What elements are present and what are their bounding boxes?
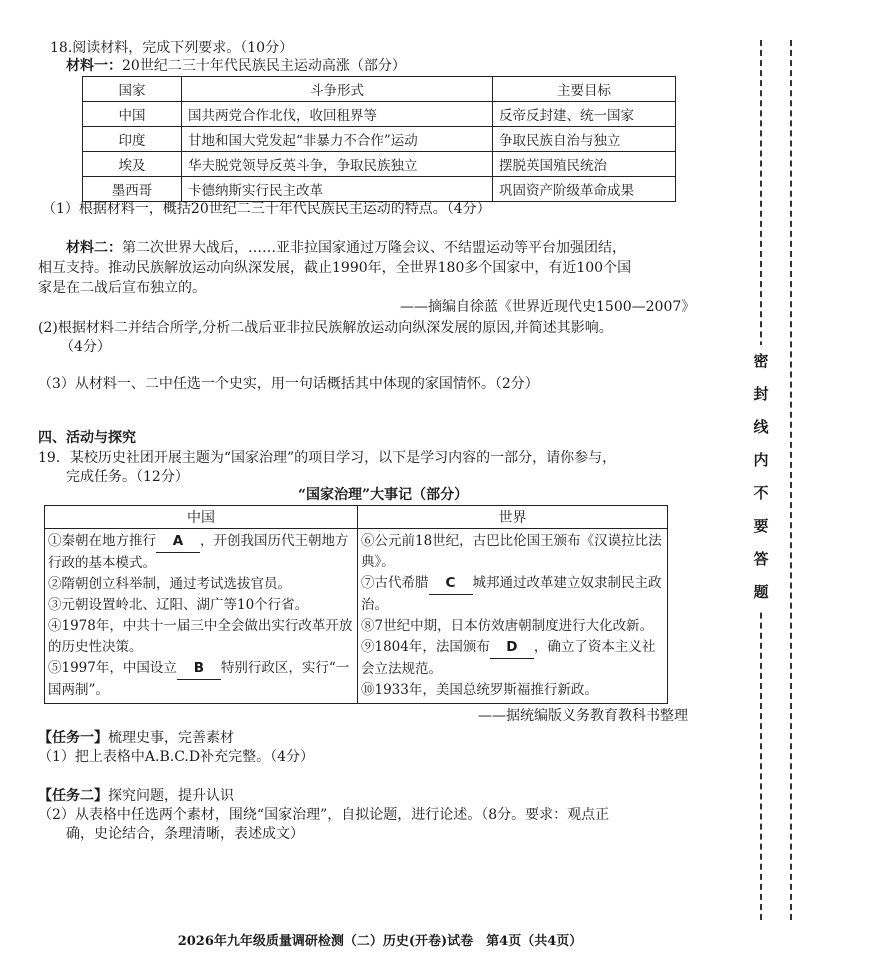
material2-line2: 相互支持。推动民族解放运动向纵深发展，截止1990年，全世界180多个国家中，有近100个国 <box>38 260 632 276</box>
task2 <box>38 786 234 806</box>
seal-char: 题 <box>753 583 769 601</box>
answer-blank-d[interactable]: D <box>490 637 534 659</box>
table-row <box>83 152 676 177</box>
task1-question: （1）把上表格中A.B.C.D补充完整。（4分） <box>38 749 315 765</box>
header-goal: 主要目标 <box>493 77 676 102</box>
material2-line3: 家是在二战后宣布独立的。 <box>38 280 206 296</box>
q18-sub2-line2: （4分） <box>60 339 111 355</box>
china-column <box>45 529 358 704</box>
q19-line1: 19．某校历史社团开展主题为“国家治理”的项目学习，以下是学习内容的一部分，请你参与， <box>38 450 617 466</box>
answer-blank-a[interactable]: A <box>156 531 200 553</box>
governance-table-title: “国家治理”大事记（部分） <box>298 487 469 503</box>
china-item: ①秦朝在地方推行 A ，开创我国历代王朝地方行政的基本模式。 <box>48 533 349 571</box>
china-item: ④1978年，中共十一届三中全会做出实行改革开放的历史性决策。 <box>48 618 353 655</box>
seal-char: 答 <box>753 550 769 568</box>
seal-char: 内 <box>753 451 769 469</box>
china-header: 中国 <box>45 506 358 529</box>
task2-text: 探究问题，提升认识 <box>108 788 234 804</box>
governance-table-header <box>45 506 668 529</box>
page-footer: 2026年九年级质量调研检测（二）历史(开卷)试卷 第4页（共4页） <box>177 934 583 949</box>
goal-cell: 巩固资产阶级革命成果 <box>493 177 676 202</box>
seal-char: 线 <box>753 418 769 436</box>
answer-blank-b[interactable]: B <box>177 658 221 680</box>
task2-question-line1: （2）从表格中任选两个素材，围绕“国家治理”，自拟论题，进行论述。（8分。要求：观点正 <box>38 807 610 823</box>
material1-heading <box>66 56 406 76</box>
material2-line1 <box>66 238 626 258</box>
q18-sub2-line1: (2)根据材料二并结合所学,分析二战后亚非拉民族解放运动向纵深发展的原因,并简述其影响。 <box>38 320 613 336</box>
form-cell: 国共两党合作北伐，收回租界等 <box>182 102 493 127</box>
country-cell: 印度 <box>83 127 182 152</box>
seal-characters <box>751 345 771 609</box>
world-item: ⑥公元前18世纪，古巴比伦国王颁布《汉谟拉比法典》。 <box>361 533 662 570</box>
country-cell: 中国 <box>83 102 182 127</box>
task1-label: 【任务一】 <box>38 730 108 746</box>
china-item: ③元朝设置岭北、辽阳、湖广等10个行省。 <box>48 597 309 613</box>
task1-text: 梳理史事，完善素材 <box>108 730 234 746</box>
material2-label: 材料二： <box>66 240 122 256</box>
governance-table-source: ——据统编版义务教育教科书整理 <box>478 708 688 724</box>
q18-sub1: （1）根据材料一，概括20世纪二三十年代民族民主运动的特点。（4分） <box>42 201 491 217</box>
china-item: ⑤1997年，中国设立 B 特别行政区，实行“一国两制”。 <box>48 660 350 698</box>
world-item: ⑦古代希腊 C 城邦通过改革建立奴隶制民主政治。 <box>361 575 662 613</box>
goal-cell: 摆脱英国殖民统治 <box>493 152 676 177</box>
movement-table-header <box>83 77 676 102</box>
q18-sub3: （3）从材料一、二中任选一个史实，用一句话概括其中体现的家国情怀。（2分） <box>38 376 539 392</box>
seal-char: 不 <box>753 484 769 502</box>
material1-title: 20世纪二三十年代民族民主运动高涨（部分） <box>122 58 406 74</box>
seal-warning-text <box>751 345 771 609</box>
movement-table <box>82 76 676 202</box>
task2-question-line2: 确，史论结合，条理清晰，表述成文） <box>66 826 304 842</box>
table-row <box>83 127 676 152</box>
world-header: 世界 <box>358 506 668 529</box>
world-item: ⑨1804年，法国颁布 D ，确立了资本主义社会立法规范。 <box>361 639 656 677</box>
world-item: ⑧7世纪中期，日本仿效唐朝制度进行大化改新。 <box>361 618 654 634</box>
country-cell: 墨西哥 <box>83 177 182 202</box>
answer-blank-c[interactable]: C <box>429 573 473 595</box>
form-cell: 卡德纳斯实行民主改革 <box>182 177 493 202</box>
header-form: 斗争形式 <box>182 77 493 102</box>
form-cell: 甘地和国大党发起“非暴力不合作”运动 <box>182 127 493 152</box>
q18-title: 18.阅读材料，完成下列要求。（10分） <box>50 40 294 56</box>
china-item: ②隋朝创立科举制，通过考试选拔官员。 <box>48 576 291 592</box>
governance-table <box>44 505 668 704</box>
material2-source: ——摘编自徐蓝《世界近现代史1500—2007》 <box>400 299 696 315</box>
table-row <box>83 177 676 202</box>
material2-text1: 第二次世界大战后，……亚非拉国家通过万隆会议、不结盟运动等平台加强团结， <box>122 240 626 256</box>
seal-char: 封 <box>753 385 769 403</box>
section4-heading: 四、活动与探究 <box>38 430 136 446</box>
country-cell: 埃及 <box>83 152 182 177</box>
form-cell: 华夫脱党领导反英斗争，争取民族独立 <box>182 152 493 177</box>
seal-line-outer <box>790 40 792 920</box>
seal-char: 要 <box>753 517 769 535</box>
world-item: ⑩1933年，美国总统罗斯福推行新政。 <box>361 682 598 698</box>
goal-cell: 争取民族自治与独立 <box>493 127 676 152</box>
seal-char: 密 <box>753 352 769 370</box>
goal-cell: 反帝反封建、统一国家 <box>493 102 676 127</box>
governance-table-body <box>45 529 668 704</box>
q19-line2: 完成任务。（12分） <box>66 469 189 485</box>
task2-label: 【任务二】 <box>38 788 108 804</box>
task1 <box>38 728 234 748</box>
header-country: 国家 <box>83 77 182 102</box>
table-row <box>83 102 676 127</box>
world-column <box>358 529 668 704</box>
material1-label: 材料一： <box>66 58 122 74</box>
